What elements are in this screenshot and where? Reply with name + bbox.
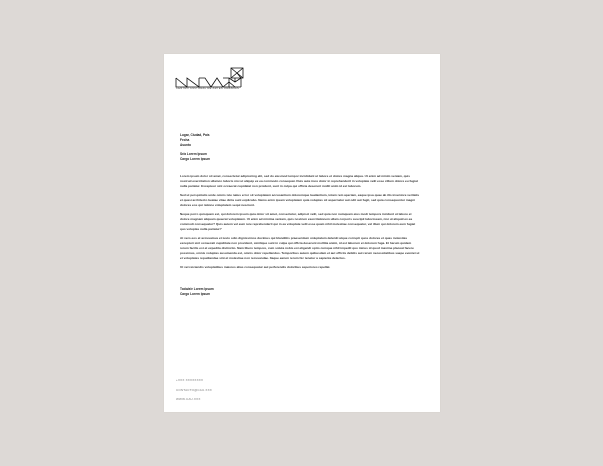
contact-web: WWW.CAU.XXX: [176, 397, 201, 401]
signature-name: Todo/a/e Lorem Ipsum: [180, 287, 214, 291]
paragraph: Ut vel reiciendis voluptatibus maiores alias consequatur aut perferendis doloribus asperiores repellat.: [180, 264, 331, 269]
logo-caption: CENTRO CULTURAL DE ARTES URBANAS: [176, 87, 240, 90]
logo-icon: [175, 66, 245, 88]
date-line: Fecha: [180, 138, 190, 143]
letter-body: [180, 174, 420, 273]
contact-block: [176, 376, 212, 405]
sender-block: [180, 133, 300, 149]
recipient-block: [180, 152, 300, 162]
recipient-name: Sr/a Lorem Ipsum: [180, 152, 207, 156]
paragraph: At vero eos et accusamus et iusto odio dignissimos ducimus qui blanditiis praesentium voluptatum deleniti atque corrupti quos dolores et quas molestias excepturi sint occaecati cupiditate non provident, similique sunt in culpa qui officia deserunt mollitia animi, id est laborum et dolorum fuga. Et harum quidem rerum facilis est et expedita distinctio. Nam libero tempore, cum soluta nobis est eligendi optio cumque nihil impedit quo minus id quod maxime placeat facere possimus, omnis voluptas assumenda est, omnis dolor repellendus. Temporibus autem quibusdam et aut officiis debitis aut rerum necessitatibus saepe eveniet ut et voluptates repudiandae sint et molestiae non recusandae. Itaque earum rerum hic tenetur a sapiente delectus.: [180, 235, 420, 261]
subject-line: Asunto: [180, 143, 191, 148]
recipient-role: Cargo Lorem Ipsum: [180, 157, 211, 162]
contact-email: CONTACTO@CAU.XXX: [176, 387, 212, 392]
signature-block: [180, 287, 300, 297]
letter-page: [164, 54, 440, 412]
contact-phone: +XXX XXXXXXXX: [176, 378, 204, 382]
paragraph: Neque porro quisquam est, qui dolorem ipsum quia dolor sit amet, consectetur, adipisci velit, sed quia non numquam eius modi tempora incidunt ut labore et dolore magnam aliquam quaerat voluptatem. Ut enim ad minima veniam, quis nostrum exercitationem ullam corporis suscipit laboriosam, nisi ut aliquid ex ea commodi consequatur? Quis autem vel eum iure reprehenderit qui in ea voluptate velit esse quam nihil molestiae consequatur, vel illum qui dolorem eum fugiat quo voluptas nulla pariatur?: [180, 211, 416, 232]
paragraph: Sed ut perspiciatis unde omnis iste natus error sit voluptatem accusantium doloremque laudantium, totam rem aperiam, eaque ipsa quae ab illo inventore veritatis et quasi architecto beatae vitae dicta sunt explicabo. Nemo enim ipsam voluptatem quia voluptas sit aspernatur aut odit aut fugit, sed quia consequuntur magni dolores eos qui ratione voluptatem sequi nesciunt.: [180, 192, 420, 208]
signature-role: Cargo Lorem Ipsum: [180, 292, 211, 297]
place-line: Lugar, Ciudad, País: [180, 133, 210, 137]
paragraph: Lorem ipsum dolor sit amet, consectetur adipisicing elit, sed do eiusmod tempor incididunt ut labore et dolore magna aliqua. Ut enim ad minim veniam, quis nostrud exercitation ullamco laboris nisi ut aliquip ex ea commodo consequat. Duis aute irure dolor in reprehenderit in voluptate velit esse cillum dolore eu fugiat nulla pariatur. Excepteur sint occaecat cupidatat non proident, sunt in culpa qui officia deserunt mollit anim id est laborum.: [180, 174, 418, 189]
